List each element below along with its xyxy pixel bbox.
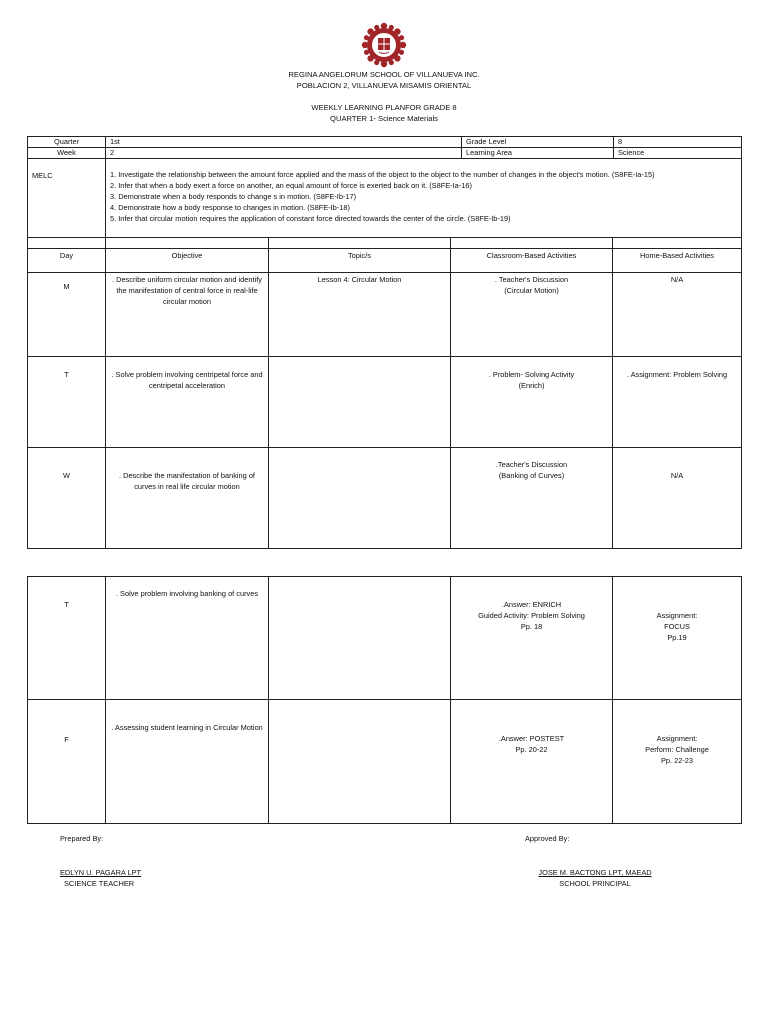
table-row [28, 357, 742, 448]
objective-cell: . Solve problem involving banking of curves [106, 577, 269, 700]
day-text: M [63, 282, 70, 291]
header-home: Home-Based Activities [613, 238, 742, 273]
classroom-cell [451, 577, 613, 700]
classroom-line: . Problem- Solving Activity [488, 370, 575, 379]
header-classroom: Classroom-Based Activities [451, 238, 613, 273]
area-value: Science [614, 148, 742, 159]
week-label: Week [28, 148, 106, 159]
melc-item: 5. Infer that circular motion requires the application of constant force directed towards the center of the circle. (S8FE-Ib-19) [110, 214, 511, 223]
home-line: Pp.19 [667, 633, 687, 642]
prepared-by-title: SCIENCE TEACHER [64, 879, 135, 888]
classroom-cell [451, 357, 613, 448]
school-seal-logo [361, 22, 407, 68]
melc-list [106, 159, 742, 249]
classroom-line: .Teacher's Discussion [495, 460, 568, 469]
home-line: FOCUS [664, 622, 690, 631]
header-day: Day [28, 238, 106, 273]
melc-item: 3. Demonstrate when a body responds to change s in motion. (S8FE-Ib-17) [110, 192, 357, 201]
week-value: 2 [106, 148, 462, 159]
grade-value: 8 [614, 137, 742, 148]
classroom-line: Pp. 18 [520, 622, 543, 631]
header-objective: Objective [106, 238, 269, 273]
day-text: F [64, 735, 69, 744]
prepared-by-label: Prepared By: [60, 834, 104, 843]
classroom-cell [451, 448, 613, 549]
day-cell [28, 273, 106, 357]
objective-cell: . Assessing student learning in Circular Motion [106, 700, 269, 824]
topic-cell [269, 577, 451, 700]
header-topics: Topic/s [269, 238, 451, 273]
quarter-label: Quarter [28, 137, 106, 148]
table-row [28, 577, 742, 700]
plan-table [27, 237, 742, 549]
table-row [28, 448, 742, 549]
home-line: . Assignment: Problem Solving [626, 370, 728, 379]
day-text: T [64, 370, 69, 379]
home-cell [613, 577, 742, 700]
classroom-line: Guided Activity: Problem Solving [478, 611, 585, 620]
plan-table-continued [27, 576, 742, 824]
day-cell [28, 448, 106, 549]
classroom-line: (Banking of Curves) [498, 471, 565, 480]
home-line: N/A [670, 471, 684, 480]
home-line: Perform: Challenge [645, 745, 709, 754]
classroom-line: . Teacher's Discussion [494, 275, 569, 284]
topic-cell [269, 700, 451, 824]
topic-cell [269, 357, 451, 448]
grade-label: Grade Level [462, 137, 614, 148]
day-text: T [64, 600, 69, 609]
home-cell [613, 700, 742, 824]
melc-item: 1. Investigate the relationship between the amount force applied and the mass of the object to the object to the number of changes in the object's motion. (S8FE-Ia-15) [110, 170, 655, 179]
prepared-by-name: EDLYN U. PAGARA LPT [60, 868, 142, 877]
approved-by-label: Approved By: [525, 834, 570, 843]
home-cell [613, 448, 742, 549]
quarter-value: 1st [106, 137, 462, 148]
topic-cell: Lesson 4: Circular Motion [269, 273, 451, 357]
info-table [27, 136, 742, 159]
school-address: POBLACION 2, VILLANUEVA MISAMIS ORIENTAL [296, 81, 472, 90]
classroom-line: (Circular Motion) [504, 286, 559, 295]
home-cell [613, 357, 742, 448]
home-line: N/A [670, 275, 684, 284]
classroom-line: .Answer: POSTEST [498, 734, 565, 743]
area-label: Learning Area [462, 148, 614, 159]
approved-by-name: JOSE M. BACTONG LPT, MAEAD [538, 868, 652, 877]
melc-item: 4. Demonstrate how a body response to changes in motion. (S8FE-Ib-18) [110, 203, 350, 212]
melc-label: MELC [28, 159, 106, 249]
approved-by-title: SCHOOL PRINCIPAL [559, 879, 631, 888]
classroom-line: .Answer: ENRICH [501, 600, 562, 609]
objective-cell: . Solve problem involving centripetal force and centripetal acceleration [106, 357, 269, 448]
plan-title: WEEKLY LEARNING PLANFOR GRADE 8 [311, 103, 457, 112]
day-cell [28, 700, 106, 824]
table-row [28, 273, 742, 357]
home-cell [613, 273, 742, 357]
classroom-line: Pp. 20-22 [515, 745, 548, 754]
classroom-cell [451, 700, 613, 824]
classroom-cell [451, 273, 613, 357]
objective-cell: . Describe uniform circular motion and identify the manifestation of central force in real-life circular motion [106, 273, 269, 357]
home-line: Pp. 22-23 [660, 756, 694, 765]
classroom-line: (Enrich) [518, 381, 545, 390]
objective-cell: . Describe the manifestation of banking of curves in real life circular motion [106, 448, 269, 549]
home-line: Assignment: [656, 734, 698, 743]
home-line: Assignment: [656, 611, 698, 620]
topic-cell [269, 448, 451, 549]
table-row [28, 700, 742, 824]
melc-item: 2. Infer that when a body exert a force on another, an equal amount of force is exerted back on it. (S8FE-Ia-16) [110, 181, 472, 190]
quarter-title: QUARTER 1- Science Materials [330, 114, 438, 123]
day-cell [28, 357, 106, 448]
day-text: W [63, 471, 70, 480]
melc-table [27, 158, 742, 249]
day-cell [28, 577, 106, 700]
school-name: REGINA ANGELORUM SCHOOL OF VILLANUEVA INC. [288, 70, 480, 79]
